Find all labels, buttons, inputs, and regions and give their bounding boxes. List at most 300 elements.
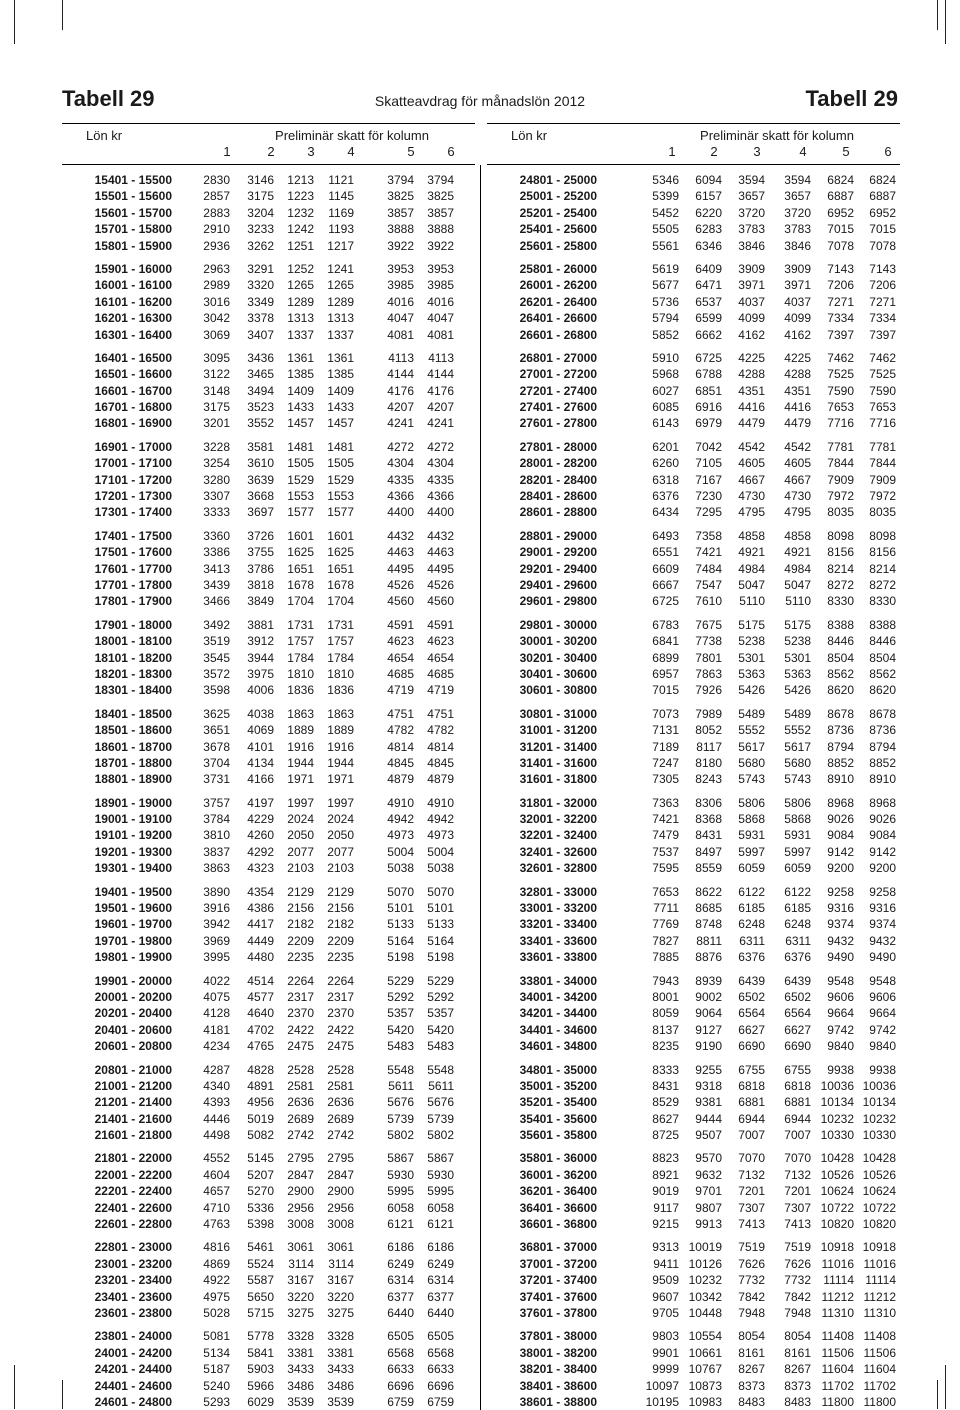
tax-value-col-4: 2370 xyxy=(327,1006,354,1021)
table-row xyxy=(487,844,900,860)
tax-value-col-4: 1651 xyxy=(327,561,354,576)
tax-value-col-5: 7015 xyxy=(827,222,854,237)
tax-value-col-4: 7070 xyxy=(784,1151,811,1166)
crop-mark xyxy=(945,0,946,44)
tax-value-col-1: 3598 xyxy=(203,683,230,698)
income-range: 31001 - 31200 xyxy=(519,723,597,738)
tax-value-col-6: 9548 xyxy=(869,973,896,988)
tax-value-col-3: 2475 xyxy=(287,1039,314,1054)
tax-value-col-3: 1997 xyxy=(287,795,314,810)
tax-value-col-6: 4207 xyxy=(427,400,454,415)
income-range: 28401 - 28600 xyxy=(519,489,597,504)
tax-value-col-3: 1481 xyxy=(287,439,314,454)
tax-value-col-5: 10036 xyxy=(820,1078,854,1093)
income-range: 36201 - 36400 xyxy=(519,1184,597,1199)
tax-value-col-3: 1916 xyxy=(287,739,314,754)
table-row xyxy=(62,1127,475,1143)
tax-value-col-4: 2422 xyxy=(327,1022,354,1037)
tax-value-col-1: 8725 xyxy=(652,1128,679,1143)
tax-value-col-4: 1217 xyxy=(327,238,354,253)
tax-value-col-3: 3783 xyxy=(738,222,765,237)
tax-value-col-2: 3494 xyxy=(247,383,274,398)
table-row xyxy=(487,504,900,520)
tax-value-col-3: 4225 xyxy=(738,350,765,365)
tax-value-col-3: 7519 xyxy=(738,1240,765,1255)
tax-value-col-6: 4751 xyxy=(427,706,454,721)
tax-value-col-6: 10428 xyxy=(862,1151,896,1166)
tax-value-col-3: 3971 xyxy=(738,278,765,293)
left-table xyxy=(62,123,475,1410)
tax-value-col-5: 5867 xyxy=(387,1151,414,1166)
tax-value-col-5: 4207 xyxy=(387,400,414,415)
tax-value-col-6: 4973 xyxy=(427,828,454,843)
tax-value-col-3: 5931 xyxy=(738,828,765,843)
tax-value-col-6: 11016 xyxy=(863,1256,896,1271)
tax-value-col-4: 3909 xyxy=(784,261,811,276)
tax-value-col-4: 3846 xyxy=(784,238,811,253)
income-label: Lön kr xyxy=(511,128,548,143)
tax-value-col-1: 6376 xyxy=(652,489,679,504)
tax-value-col-6: 4623 xyxy=(427,634,454,649)
tax-value-col-1: 7247 xyxy=(652,755,679,770)
tax-value-col-3: 5997 xyxy=(738,844,765,859)
tax-value-col-6: 11506 xyxy=(863,1345,896,1360)
tax-value-col-2: 8306 xyxy=(695,795,722,810)
tax-value-col-1: 3122 xyxy=(203,367,230,382)
tax-value-col-5: 7462 xyxy=(827,350,854,365)
tax-value-col-6: 7525 xyxy=(869,367,896,382)
tax-value-col-4: 7948 xyxy=(784,1306,811,1320)
tax-value-col-3: 5363 xyxy=(738,666,765,681)
tax-value-col-6: 10232 xyxy=(862,1111,896,1126)
tax-value-col-4: 5743 xyxy=(784,772,811,787)
tax-value-col-3: 1252 xyxy=(287,261,314,276)
table-row xyxy=(487,755,900,771)
tax-value-col-5: 4176 xyxy=(387,383,414,398)
tax-value-col-5: 5420 xyxy=(387,1022,414,1037)
tax-value-col-2: 10019 xyxy=(688,1240,722,1255)
table-row xyxy=(487,294,900,310)
tax-value-col-5: 8214 xyxy=(827,561,854,576)
tax-value-col-5: 8035 xyxy=(827,505,854,520)
table-row xyxy=(62,1038,475,1054)
tax-value-col-4: 1241 xyxy=(327,261,354,276)
income-range: 17901 - 18000 xyxy=(94,617,172,632)
group-spacer xyxy=(487,343,900,350)
tax-value-col-5: 4144 xyxy=(387,367,414,382)
tax-value-col-3: 5301 xyxy=(738,650,765,665)
column-number: 5 xyxy=(842,144,850,159)
tax-value-col-4: 4667 xyxy=(784,472,811,487)
tax-value-col-4: 4225 xyxy=(784,350,811,365)
tax-value-col-6: 8736 xyxy=(869,723,896,738)
tax-value-col-3: 1223 xyxy=(287,189,314,204)
table-row xyxy=(62,973,475,989)
tax-value-col-5: 11408 xyxy=(821,1329,854,1344)
tax-value-col-6: 8852 xyxy=(869,755,896,770)
tax-value-col-1: 4552 xyxy=(203,1151,230,1166)
tax-value-col-5: 4719 xyxy=(387,683,414,698)
table-row xyxy=(62,706,475,722)
tax-value-col-2: 7547 xyxy=(695,577,722,592)
tax-value-col-5: 8620 xyxy=(827,683,854,698)
tax-value-col-6: 8678 xyxy=(869,706,896,721)
income-range: 17101 - 17200 xyxy=(94,472,172,487)
tax-value-col-1: 3704 xyxy=(203,755,230,770)
tax-value-col-6: 9490 xyxy=(869,950,896,965)
tax-value-col-4: 2528 xyxy=(327,1062,354,1077)
tax-value-col-2: 4702 xyxy=(247,1022,274,1037)
tax-value-col-6: 3825 xyxy=(427,189,454,204)
tax-value-col-1: 6201 xyxy=(652,439,679,454)
tax-value-col-6: 5867 xyxy=(427,1151,454,1166)
tax-value-col-1: 3890 xyxy=(203,884,230,899)
tax-value-col-5: 7972 xyxy=(827,489,854,504)
tax-value-col-6: 5676 xyxy=(427,1095,454,1110)
tax-value-col-4: 6690 xyxy=(784,1039,811,1054)
tax-value-col-4: 1121 xyxy=(328,173,354,187)
tax-value-col-2: 9807 xyxy=(695,1200,722,1215)
tax-value-col-5: 7143 xyxy=(827,261,854,276)
tax-value-col-5: 5802 xyxy=(387,1128,414,1143)
tax-value-col-2: 5966 xyxy=(247,1378,274,1393)
table-row xyxy=(62,949,475,965)
tax-value-col-6: 6314 xyxy=(427,1273,454,1288)
tax-value-col-4: 1889 xyxy=(327,723,354,738)
tax-value-col-5: 9084 xyxy=(827,828,854,843)
income-range: 30801 - 31000 xyxy=(519,706,597,721)
tax-value-col-2: 7042 xyxy=(695,439,722,454)
tax-value-col-6: 5420 xyxy=(427,1022,454,1037)
income-range: 27001 - 27200 xyxy=(519,367,597,382)
table-row xyxy=(62,1361,475,1377)
tax-value-col-5: 4685 xyxy=(387,666,414,681)
tax-value-col-2: 4386 xyxy=(247,901,274,916)
tax-value-col-6: 4463 xyxy=(427,545,454,560)
tax-value-col-6: 8098 xyxy=(869,528,896,543)
tax-value-col-2: 3523 xyxy=(247,400,274,415)
tax-value-col-2: 6916 xyxy=(695,400,722,415)
table-row xyxy=(62,261,475,277)
tax-value-col-5: 7909 xyxy=(827,472,854,487)
tax-value-col-4: 1361 xyxy=(327,350,354,365)
tax-value-col-5: 5930 xyxy=(387,1167,414,1182)
tax-value-col-6: 7716 xyxy=(869,416,896,431)
tax-value-col-6: 7653 xyxy=(869,400,896,415)
tax-value-col-4: 2317 xyxy=(327,989,354,1004)
group-spacer xyxy=(62,877,475,884)
tax-value-col-6: 7972 xyxy=(869,489,896,504)
tax-value-col-5: 9026 xyxy=(827,812,854,827)
table-row xyxy=(62,1394,475,1410)
table-row xyxy=(62,1062,475,1078)
tax-value-col-6: 4176 xyxy=(427,383,454,398)
tax-value-col-6: 11800 xyxy=(863,1394,896,1409)
income-range: 17601 - 17700 xyxy=(94,561,172,576)
tax-value-col-1: 9019 xyxy=(652,1184,679,1199)
income-range: 28001 - 28200 xyxy=(519,456,597,471)
tax-value-col-1: 2963 xyxy=(203,261,230,276)
table-row xyxy=(62,172,475,188)
income-range: 15601 - 15700 xyxy=(94,205,172,220)
tax-value-col-6: 4366 xyxy=(427,489,454,504)
table-row xyxy=(487,1345,900,1361)
tax-value-col-2: 7167 xyxy=(695,472,722,487)
tax-value-col-3: 5175 xyxy=(738,617,765,632)
income-range: 20201 - 20400 xyxy=(94,1006,172,1021)
tax-value-col-4: 1553 xyxy=(327,489,354,504)
tax-value-col-6: 5995 xyxy=(427,1184,454,1199)
income-range: 27201 - 27400 xyxy=(519,383,597,398)
income-range: 18301 - 18400 xyxy=(94,683,172,698)
tax-value-col-2: 3407 xyxy=(247,327,274,342)
table-row xyxy=(487,528,900,544)
tax-value-col-6: 5198 xyxy=(427,950,454,965)
tax-value-col-3: 1757 xyxy=(287,634,314,649)
tax-value-col-1: 7537 xyxy=(652,844,679,859)
group-spacer xyxy=(62,788,475,795)
tax-value-col-1: 3466 xyxy=(203,594,230,609)
tax-value-col-3: 3220 xyxy=(287,1289,314,1304)
tax-value-col-4: 5175 xyxy=(784,617,811,632)
tax-value-col-6: 3985 xyxy=(427,278,454,293)
tax-value-col-1: 3413 xyxy=(203,561,230,576)
tax-value-col-1: 7015 xyxy=(652,683,679,698)
tax-value-col-6: 4782 xyxy=(427,723,454,738)
tax-value-col-2: 9002 xyxy=(695,989,722,1004)
income-range: 24401 - 24600 xyxy=(94,1378,172,1393)
tax-value-col-3: 1704 xyxy=(287,594,314,609)
income-range: 37801 - 38000 xyxy=(519,1329,597,1344)
tax-value-col-3: 4351 xyxy=(738,383,765,398)
income-range: 19601 - 19700 xyxy=(94,917,172,932)
table-row xyxy=(487,617,900,633)
tax-value-col-4: 3328 xyxy=(327,1329,354,1344)
tax-value-col-3: 5489 xyxy=(738,706,765,721)
table-row xyxy=(487,706,900,722)
column-divider xyxy=(480,165,481,1410)
tax-value-col-1: 5134 xyxy=(203,1345,230,1360)
tax-value-col-3: 3433 xyxy=(287,1362,314,1377)
tax-value-col-2: 4292 xyxy=(247,844,274,859)
tax-value-col-5: 8562 xyxy=(827,666,854,681)
table-row xyxy=(62,1328,475,1344)
table-row xyxy=(62,989,475,1005)
tax-value-col-6: 4719 xyxy=(427,683,454,698)
column-header xyxy=(487,124,900,164)
income-range: 36001 - 36200 xyxy=(519,1167,597,1182)
table-row xyxy=(487,1022,900,1038)
table-row xyxy=(62,238,475,254)
tax-value-col-6: 10624 xyxy=(862,1184,896,1199)
tax-value-col-1: 3651 xyxy=(203,723,230,738)
tax-value-col-6: 4942 xyxy=(427,812,454,827)
tax-value-col-2: 10232 xyxy=(688,1273,722,1288)
income-range: 34001 - 34200 xyxy=(519,989,597,1004)
table-row xyxy=(487,633,900,649)
tax-value-col-3: 1505 xyxy=(287,456,314,471)
tax-value-col-6: 6696 xyxy=(427,1378,454,1393)
tax-value-col-3: 5680 xyxy=(738,755,765,770)
tax-value-col-1: 9411 xyxy=(653,1256,679,1271)
table-row xyxy=(487,900,900,916)
tax-value-col-4: 6122 xyxy=(784,884,811,899)
tax-value-col-1: 4446 xyxy=(203,1111,230,1126)
tax-value-col-3: 1529 xyxy=(287,472,314,487)
tax-value-col-6: 7015 xyxy=(869,222,896,237)
table-row xyxy=(62,205,475,221)
tax-value-col-2: 10767 xyxy=(688,1362,722,1377)
income-range: 28801 - 29000 xyxy=(519,528,597,543)
tax-value-col-3: 6311 xyxy=(739,933,765,948)
tax-value-col-5: 6121 xyxy=(387,1217,414,1232)
tax-value-col-1: 8333 xyxy=(652,1062,679,1077)
tax-value-col-2: 7610 xyxy=(695,594,722,609)
tax-value-col-3: 7842 xyxy=(738,1289,765,1304)
tax-value-col-2: 3204 xyxy=(247,205,274,220)
tax-value-col-5: 9548 xyxy=(827,973,854,988)
tax-value-col-2: 9318 xyxy=(695,1078,722,1093)
table-row xyxy=(487,1256,900,1272)
column-number: 2 xyxy=(267,144,275,159)
income-range: 35201 - 35400 xyxy=(519,1095,597,1110)
tax-value-col-5: 9490 xyxy=(827,950,854,965)
group-spacer xyxy=(487,254,900,261)
tax-value-col-5: 5995 xyxy=(387,1184,414,1199)
table-row xyxy=(62,1022,475,1038)
tax-value-col-5: 8852 xyxy=(827,755,854,770)
tax-value-col-3: 5238 xyxy=(738,634,765,649)
tax-value-col-4: 2024 xyxy=(327,812,354,827)
table-row xyxy=(62,399,475,415)
tax-value-col-3: 6627 xyxy=(738,1022,765,1037)
tax-value-col-4: 1997 xyxy=(327,795,354,810)
tax-value-col-4: 3114 xyxy=(328,1256,354,1271)
tax-value-col-5: 10820 xyxy=(820,1217,854,1232)
group-spacer xyxy=(487,1143,900,1150)
group-spacer xyxy=(487,788,900,795)
tax-value-col-4: 6564 xyxy=(784,1006,811,1021)
income-range: 15401 - 15500 xyxy=(94,173,172,187)
tax-value-col-1: 7189 xyxy=(652,739,679,754)
tax-value-col-1: 4498 xyxy=(203,1128,230,1143)
tax-value-col-3: 8373 xyxy=(738,1378,765,1393)
tax-value-col-3: 6944 xyxy=(738,1111,765,1126)
tax-value-col-3: 4037 xyxy=(738,294,765,309)
tax-value-col-4: 1529 xyxy=(327,472,354,487)
tax-value-col-3: 4416 xyxy=(738,400,765,415)
tax-value-col-1: 6957 xyxy=(652,666,679,681)
income-range: 15801 - 15900 xyxy=(94,238,172,253)
tax-value-col-4: 6502 xyxy=(784,989,811,1004)
tax-value-col-4: 4479 xyxy=(784,416,811,431)
tax-value-col-4: 2077 xyxy=(327,844,354,859)
table-row xyxy=(487,1111,900,1127)
income-range: 22201 - 22400 xyxy=(94,1184,172,1199)
tax-value-col-5: 4910 xyxy=(387,795,414,810)
table-row xyxy=(487,1394,900,1410)
table-row xyxy=(62,682,475,698)
tax-value-col-5: 4782 xyxy=(387,723,414,738)
tax-value-col-5: 11604 xyxy=(821,1362,854,1377)
table-row xyxy=(487,488,900,504)
tax-value-col-1: 7131 xyxy=(652,723,679,738)
tax-value-col-2: 6725 xyxy=(695,350,722,365)
tax-value-col-4: 6185 xyxy=(784,901,811,916)
tax-value-col-3: 1836 xyxy=(287,683,314,698)
tax-value-col-6: 10918 xyxy=(862,1240,896,1255)
tax-value-col-2: 8431 xyxy=(695,828,722,843)
income-range: 32201 - 32400 xyxy=(519,828,597,843)
tax-value-col-1: 3095 xyxy=(203,350,230,365)
tax-value-col-3: 3720 xyxy=(738,205,765,220)
tax-value-col-3: 6881 xyxy=(738,1095,765,1110)
tax-value-col-6: 6952 xyxy=(869,205,896,220)
tax-value-col-1: 7769 xyxy=(652,917,679,932)
table-row xyxy=(62,1078,475,1094)
tax-value-col-5: 4335 xyxy=(387,472,414,487)
tax-value-col-1: 3042 xyxy=(203,311,230,326)
tax-value-col-4: 6755 xyxy=(784,1062,811,1077)
tax-value-col-1: 3916 xyxy=(203,901,230,916)
tax-value-col-1: 4075 xyxy=(203,989,230,1004)
tax-value-col-6: 5292 xyxy=(427,989,454,1004)
income-range: 19301 - 19400 xyxy=(94,861,172,876)
tax-value-col-5: 4751 xyxy=(387,706,414,721)
tax-value-col-6: 8562 xyxy=(869,666,896,681)
income-range: 16701 - 16800 xyxy=(94,400,172,415)
tax-value-col-6: 9664 xyxy=(869,1006,896,1021)
tax-value-col-3: 3008 xyxy=(287,1217,314,1232)
tax-value-col-6: 4685 xyxy=(427,666,454,681)
tax-value-col-4: 3783 xyxy=(784,222,811,237)
tax-value-col-6: 5739 xyxy=(427,1111,454,1126)
tax-value-col-4: 5997 xyxy=(784,844,811,859)
tax-value-col-1: 2883 xyxy=(203,205,230,220)
tax-value-col-1: 2857 xyxy=(203,189,230,204)
tax-value-col-3: 6502 xyxy=(738,989,765,1004)
tax-value-col-3: 6376 xyxy=(738,950,765,965)
income-range: 33401 - 33600 xyxy=(519,933,597,948)
table-row xyxy=(62,221,475,237)
table-row xyxy=(62,933,475,949)
income-range: 15701 - 15800 xyxy=(94,222,172,237)
tax-value-col-5: 8794 xyxy=(827,739,854,754)
tax-value-col-5: 8910 xyxy=(827,772,854,787)
tax-value-col-5: 4560 xyxy=(387,594,414,609)
tax-value-col-2: 3378 xyxy=(247,311,274,326)
table-row xyxy=(487,1150,900,1166)
tax-value-col-6: 4144 xyxy=(427,367,454,382)
tax-value-col-4: 6627 xyxy=(784,1022,811,1037)
tax-value-col-1: 5794 xyxy=(652,311,679,326)
tax-value-col-2: 6979 xyxy=(695,416,722,431)
tax-value-col-4: 7842 xyxy=(784,1289,811,1304)
tax-value-col-6: 3953 xyxy=(427,261,454,276)
tax-value-col-1: 3942 xyxy=(203,917,230,932)
tax-value-col-4: 2156 xyxy=(327,901,354,916)
tax-value-col-6: 3857 xyxy=(427,205,454,220)
table-row xyxy=(487,795,900,811)
table-row xyxy=(487,666,900,682)
tax-value-col-4: 1944 xyxy=(327,755,354,770)
table-row xyxy=(62,844,475,860)
table-row xyxy=(487,1361,900,1377)
tax-value-col-1: 8137 xyxy=(652,1022,679,1037)
tax-value-col-4: 2636 xyxy=(327,1095,354,1110)
tax-value-col-6: 7143 xyxy=(869,261,896,276)
tax-value-col-5: 4081 xyxy=(387,327,414,342)
